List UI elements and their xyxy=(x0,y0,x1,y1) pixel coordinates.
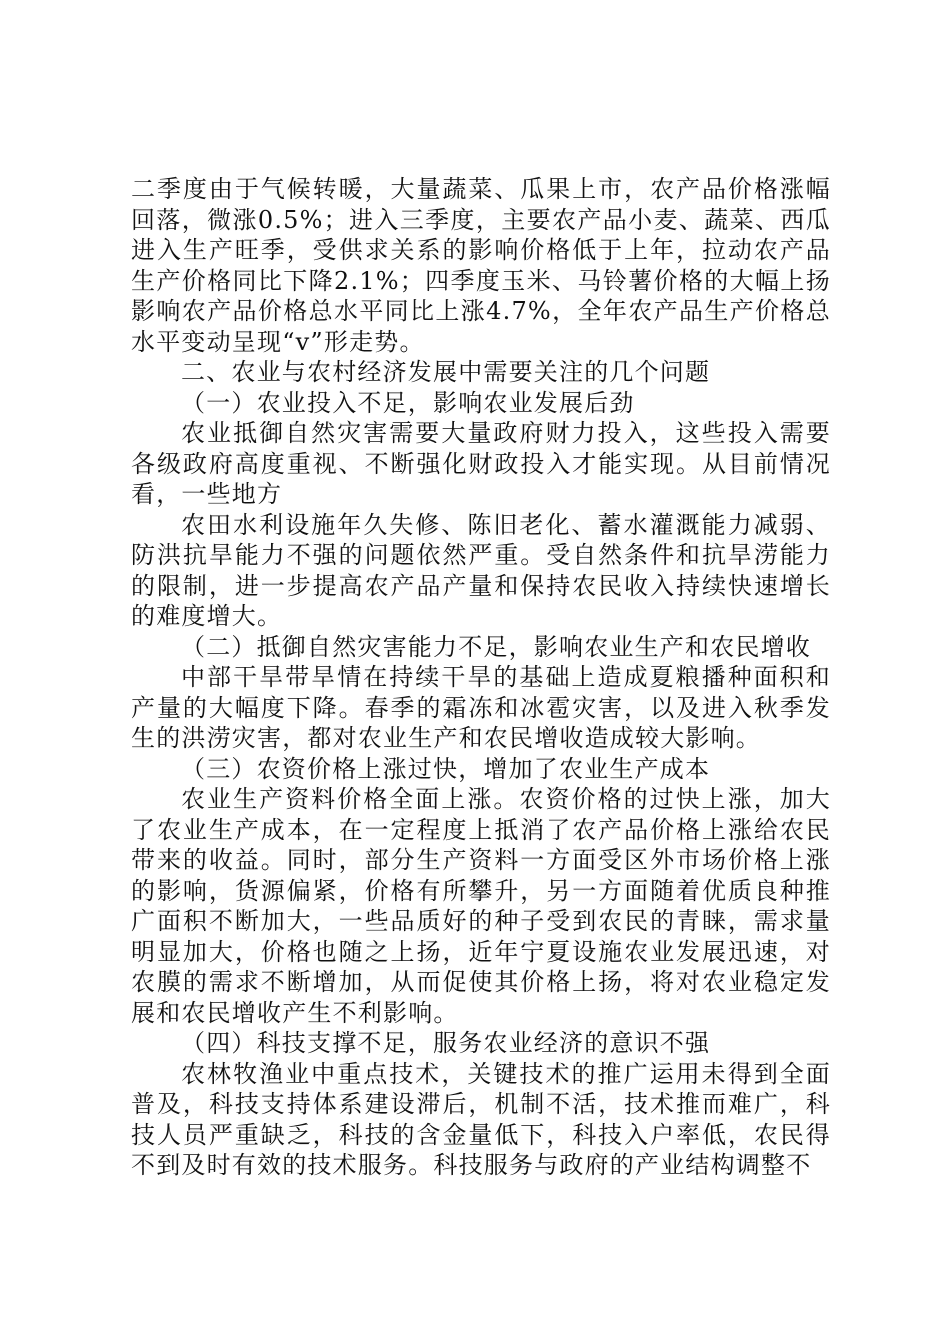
paragraph-input-prices: 农业生产资料价格全面上涨。农资价格的过快上涨，加大了农业生产成本，在一定程度上抵消了农产品价格上涨给农民带来的收益。同时，部分生产资料一方面受区外市场价格上涨的影响，货源偏紧，价格有所攀升，另一方面随着优质良种推广面积不断加大，一些品质好的种子受到农民的青睐，需求量明显加大，价格也随之上扬，近年宁夏设施农业发展迅速，对农膜的需求不断增加，从而促使其价格上扬，将对农业稳定发展和农民增收产生不利影响。 xyxy=(131,785,831,1027)
subheading-disasters: （二）抵御自然灾害能力不足，影响农业生产和农民增收 xyxy=(181,632,811,661)
section-heading-issues: 二、农业与农村经济发展中需要关注的几个问题 xyxy=(181,358,711,386)
subheading-input-prices: （三）农资价格上涨过快，增加了农业生产成本 xyxy=(181,754,711,783)
paragraph-irrigation: 农田水利设施年久失修、陈旧老化、蓄水灌溉能力减弱、防洪抗旱能力不强的问题依然严重。受自然条件和抗旱涝能力的限制，进一步提高农产品产量和保持农民收入持续快速增长的难度增大。 xyxy=(131,510,831,630)
paragraph-price-trend: 二季度由于气候转暖，大量蔬菜、瓜果上市，农产品价格涨幅回落，微涨0.5%；进入三季度，主要农产品小麦、蔬菜、西瓜进入生产旺季，受供求关系的影响价格低于上年，拉动农产品生产价格同比下降2.1%；四季度玉米、马铃薯价格的大幅上扬影响农产品价格总水平同比上涨4.7%，全年农产品生产价格总水平变动呈现“v”形走势。 xyxy=(131,175,831,356)
subheading-technology: （四）科技支撑不足，服务农业经济的意识不强 xyxy=(181,1029,711,1057)
subheading-investment: （一）农业投入不足，影响农业发展后劲 xyxy=(181,388,635,417)
paragraph-technology: 农林牧渔业中重点技术，关键技术的推广运用未得到全面普及，科技支持体系建设滞后，机制不活，技术推而难广，科技人员严重缺乏，科技的含金量低下，科技入户率低，农民得不到及时有效的技术服务。科技服务与政府的产业结构调整不 xyxy=(131,1059,831,1179)
paragraph-investment: 农业抵御自然灾害需要大量政府财力投入，这些投入需要各级政府高度重视、不断强化财政投入才能实现。从目前情况看，一些地方 xyxy=(131,419,831,508)
document-body xyxy=(131,174,831,1181)
paragraph-disasters: 中部干旱带旱情在持续干旱的基础上造成夏粮播种面积和产量的大幅度下降。春季的霜冻和冰雹灾害，以及进入秋季发生的洪涝灾害，都对农业生产和农民增收造成较大影响。 xyxy=(131,663,831,752)
